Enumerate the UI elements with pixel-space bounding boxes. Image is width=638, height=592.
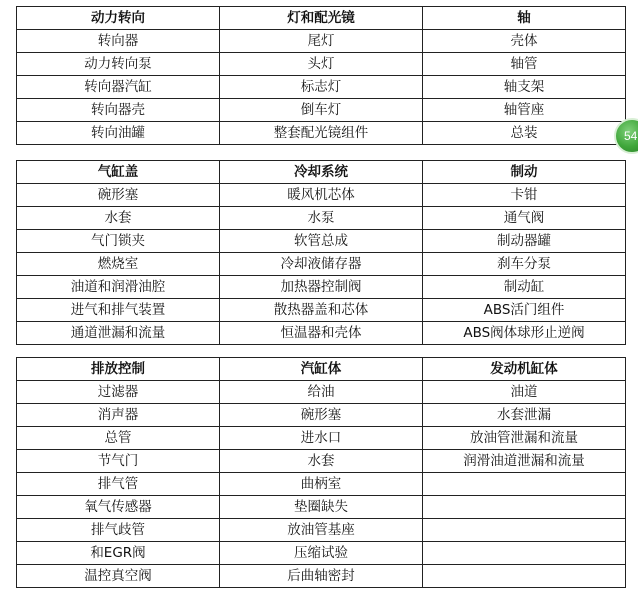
table-row [17,322,626,345]
table-row [17,207,626,230]
table-cell: 散热器盖和芯体 [220,299,423,322]
table-cell: ABS阀体球形止逆阀 [423,322,626,345]
table-cell: 总装 [423,122,626,145]
table-cell: 进水口 [220,427,423,450]
table-cell: 放油管基座 [220,519,423,542]
table-row [17,230,626,253]
table-cell: 壳体 [423,30,626,53]
table-cell: 燃烧室 [17,253,220,276]
table-row [17,53,626,76]
table-cell: 曲柄室 [220,473,423,496]
table-row [17,450,626,473]
column-header: 气缸盖 [17,161,220,184]
table-cell: 通道泄漏和流量 [17,322,220,345]
table-cell: 碗形塞 [17,184,220,207]
column-header: 发动机缸体 [423,358,626,381]
table-cell: ABS活门组件 [423,299,626,322]
table-cell [423,519,626,542]
table-cell [423,473,626,496]
table-cell [423,565,626,588]
column-header: 冷却系统 [220,161,423,184]
page-number: 54 [624,129,638,143]
table-row [17,99,626,122]
table-cell: 水套 [220,450,423,473]
table-cell: 垫圈缺失 [220,496,423,519]
table-header-row [17,7,626,30]
table-cell: 卡钳 [423,184,626,207]
table-cell: 总管 [17,427,220,450]
table-row [17,565,626,588]
table-row [17,76,626,99]
table-cell: 转向油罐 [17,122,220,145]
table-cell: 制动缸 [423,276,626,299]
column-header: 动力转向 [17,7,220,30]
table-cell: 暖风机芯体 [220,184,423,207]
column-header: 汽缸体 [220,358,423,381]
table-row [17,427,626,450]
table-cell: 倒车灯 [220,99,423,122]
table-cell: 尾灯 [220,30,423,53]
table-cell: 和EGR阀 [17,542,220,565]
table-cell: 温控真空阀 [17,565,220,588]
table-row [17,404,626,427]
table-cell: 过滤器 [17,381,220,404]
table-cell: 轴支架 [423,76,626,99]
table-row [17,276,626,299]
table-cell: 水泵 [220,207,423,230]
table-cell: 排气歧管 [17,519,220,542]
table-cell: 整套配光镜组件 [220,122,423,145]
table-cell: 进气和排气装置 [17,299,220,322]
parts-table-emission-control [16,357,626,588]
page-number-badge [614,118,638,154]
table-cell: 转向器壳 [17,99,220,122]
table-cell: 氧气传感器 [17,496,220,519]
table-cell: 动力转向泵 [17,53,220,76]
table-cell: 头灯 [220,53,423,76]
table-header-row [17,358,626,381]
table-cell: 放油管泄漏和流量 [423,427,626,450]
table-row [17,519,626,542]
table-cell [423,496,626,519]
table-cell: 油道 [423,381,626,404]
table-cell: 压缩试验 [220,542,423,565]
parts-table-cylinder-head [16,160,626,345]
table-cell: 消声器 [17,404,220,427]
table-cell: 轴管座 [423,99,626,122]
table-cell: 转向器 [17,30,220,53]
table-cell: 后曲轴密封 [220,565,423,588]
table-row [17,542,626,565]
table-cell: 恒温器和壳体 [220,322,423,345]
table-cell: 软管总成 [220,230,423,253]
column-header: 轴 [423,7,626,30]
table-cell: 给油 [220,381,423,404]
table-cell: 水套泄漏 [423,404,626,427]
column-header: 制动 [423,161,626,184]
column-header: 灯和配光镜 [220,7,423,30]
table-row [17,299,626,322]
table-row [17,381,626,404]
table-row [17,184,626,207]
table-cell: 刹车分泵 [423,253,626,276]
table-cell: 油道和润滑油腔 [17,276,220,299]
table-cell: 碗形塞 [220,404,423,427]
table-cell: 通气阀 [423,207,626,230]
table-row [17,122,626,145]
table-cell: 润滑油道泄漏和流量 [423,450,626,473]
parts-table-power-steering [16,6,626,145]
table-cell: 加热器控制阀 [220,276,423,299]
table-row [17,253,626,276]
table-row [17,496,626,519]
table-cell: 标志灯 [220,76,423,99]
table-cell: 排气管 [17,473,220,496]
table-cell [423,542,626,565]
table-row [17,30,626,53]
table-header-row [17,161,626,184]
table-cell: 冷却液储存器 [220,253,423,276]
table-cell: 轴管 [423,53,626,76]
table-cell: 节气门 [17,450,220,473]
column-header: 排放控制 [17,358,220,381]
table-cell: 转向器汽缸 [17,76,220,99]
table-cell: 水套 [17,207,220,230]
table-cell: 气门锁夹 [17,230,220,253]
table-cell: 制动器罐 [423,230,626,253]
table-row [17,473,626,496]
